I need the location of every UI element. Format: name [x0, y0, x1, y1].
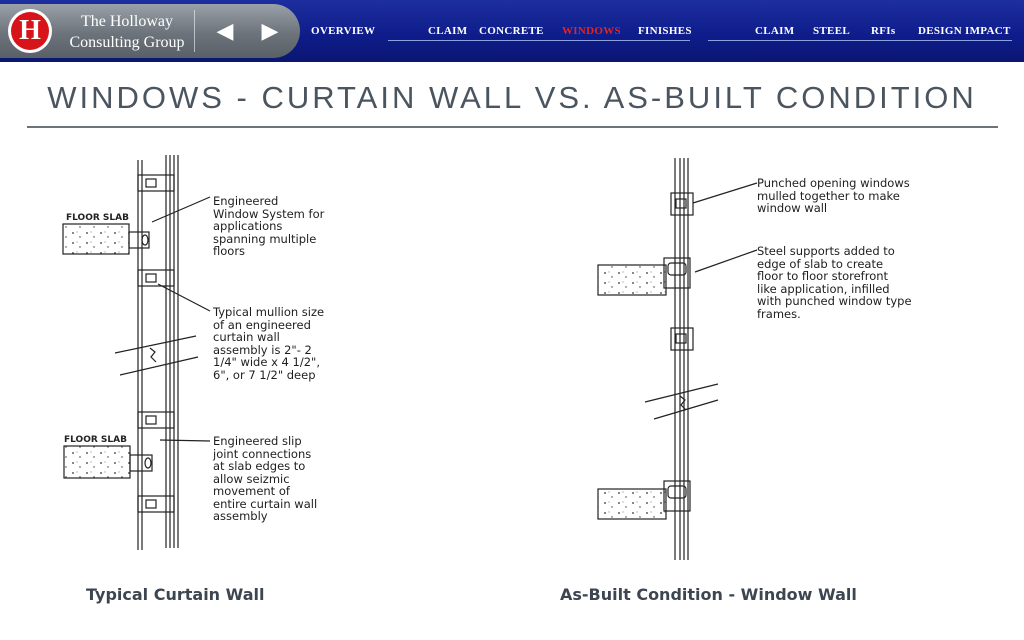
previous-arrow-icon[interactable]: ◀ — [216, 18, 234, 43]
note-typical-mullion-size: Typical mullion size of an engineered curtain wall assembly is 2"- 2 1/4" wide x 4 1/2", 6", or 7 1/2" deep — [213, 305, 325, 382]
nav-finishes[interactable]: FINISHES — [638, 25, 692, 37]
next-arrow-icon[interactable]: ▶ — [261, 18, 279, 43]
nav-design-impact[interactable]: DESIGN IMPACT — [918, 25, 1011, 37]
slab-label-bottom: FLOOR SLAB — [64, 435, 127, 445]
nav-concrete[interactable]: CONCRETE — [479, 25, 544, 37]
page-title: WINDOWS - CURTAIN WALL VS. AS-BUILT CONDITION — [47, 80, 977, 115]
company-name-line1: The Holloway — [81, 13, 173, 30]
nav-steel[interactable]: STEEL — [813, 25, 850, 37]
nav-overview[interactable]: OVERVIEW — [311, 25, 376, 37]
floor-slab-top — [63, 224, 129, 254]
caption-typical-curtain-wall: Typical Curtain Wall — [86, 585, 265, 604]
nav-claim-2[interactable]: CLAIM — [755, 25, 795, 37]
logo-letter: H — [11, 12, 49, 50]
mullion-frames — [138, 175, 174, 512]
nav-rfis[interactable]: RFIs — [871, 25, 896, 37]
nav-windows[interactable]: WINDOWS — [562, 25, 621, 37]
note-steel-supports: Steel supports added to edge of slab to create floor to floor storefront like application, infilled with punched window type frames. — [757, 244, 912, 321]
slab-right-top — [598, 265, 666, 295]
note-engineered-window-system: Engineered Window System for applications spanning multiple floors — [213, 194, 325, 258]
window-wall-drawing — [598, 158, 757, 560]
company-name-line2: Consulting Group — [69, 34, 185, 51]
slab-label-top: FLOOR SLAB — [66, 213, 129, 223]
slab-right-bottom — [598, 489, 666, 519]
note-punched-opening-windows: Punched opening windows mulled together to make window wall — [757, 176, 910, 215]
caption-as-built-window-wall: As-Built Condition - Window Wall — [560, 585, 857, 604]
nav-claim-1[interactable]: CLAIM — [428, 25, 468, 37]
note-slip-joint-connections: Engineered slip joint connections at slab edges to allow seizmic movement of entire curtain wall assembly — [213, 434, 318, 523]
floor-slab-bottom — [64, 446, 130, 478]
